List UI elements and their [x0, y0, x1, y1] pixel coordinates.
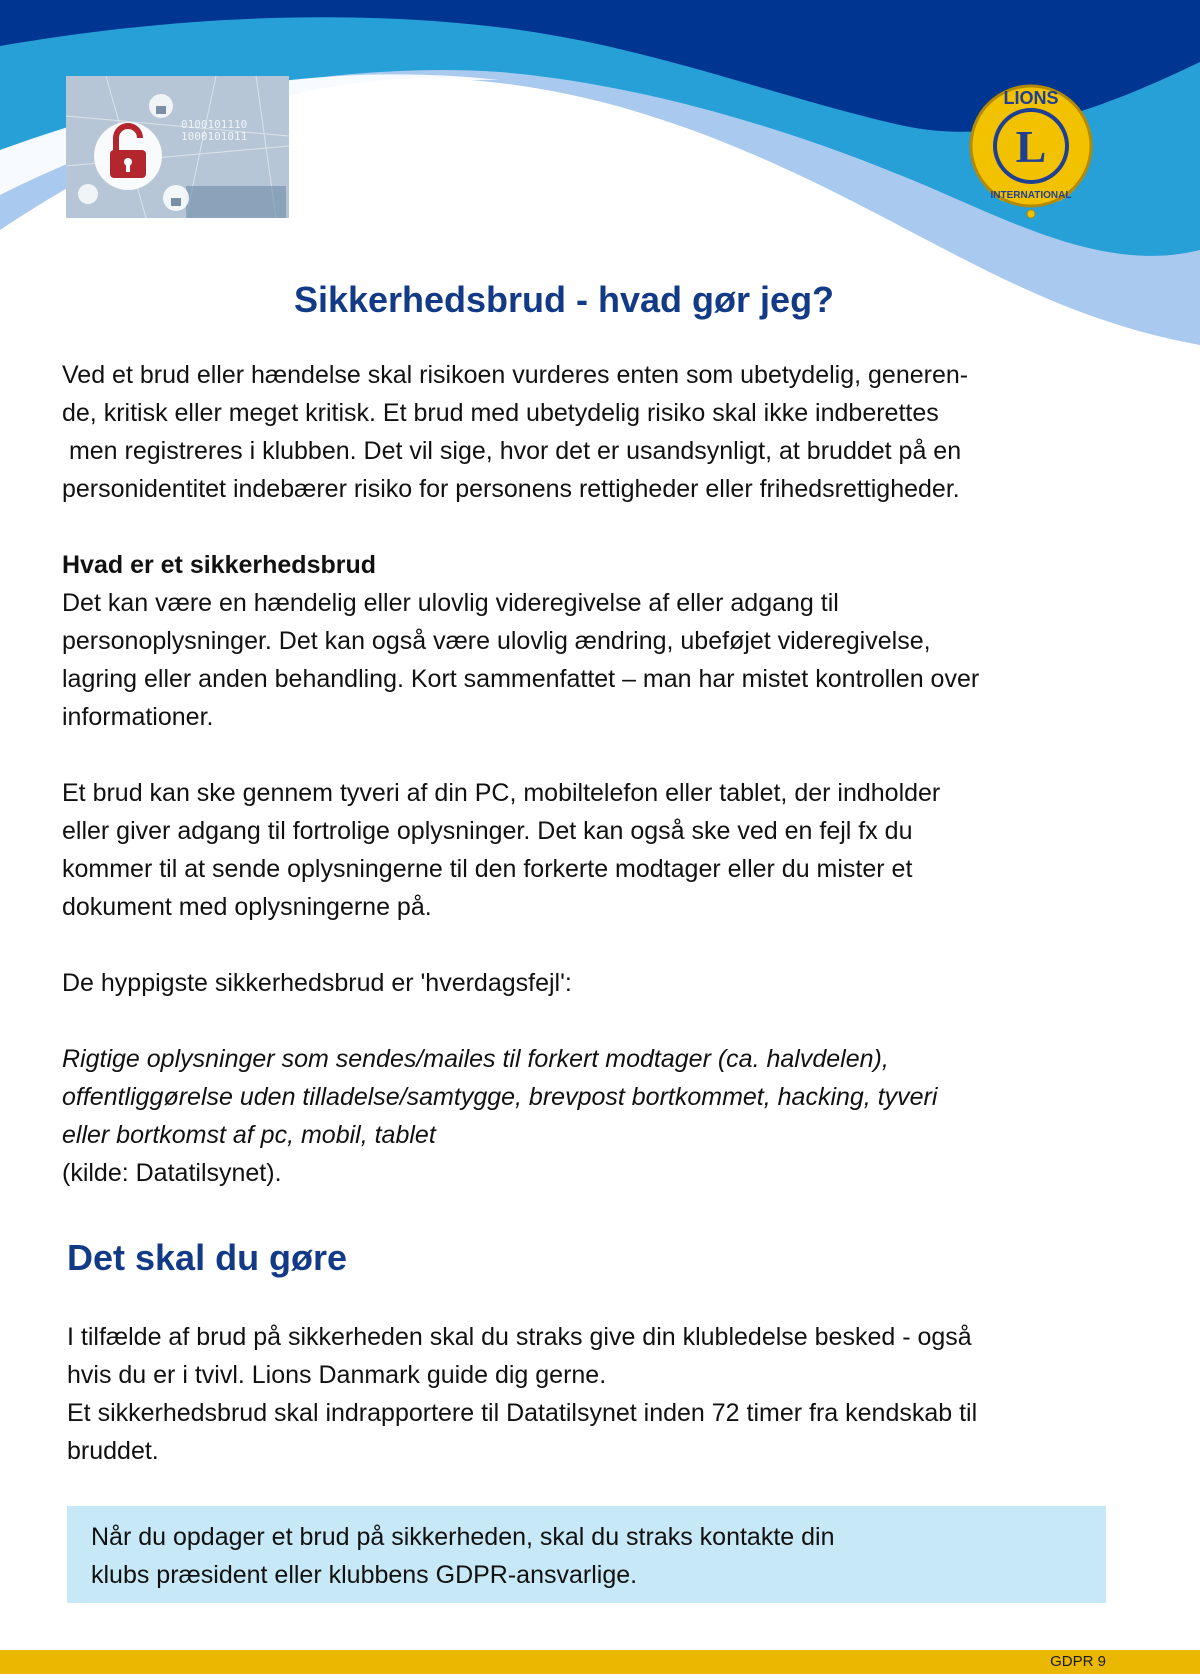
theft-line: eller giver adgang til fortrolige oplysninger. Det kan også ske ved en fejl fx du: [62, 817, 913, 845]
padlock-data-icon: [66, 76, 289, 218]
intro-line: de, kritisk eller meget kritisk. Et brud med ubetydelig risiko skal ikke indberettes: [62, 399, 939, 427]
quote-line: eller bortkomst af pc, mobil, tablet: [62, 1121, 436, 1149]
svg-text:LIONS: LIONS: [1003, 88, 1059, 108]
intro-paragraph: [62, 356, 1142, 508]
notice-line: klubs præsident eller klubbens GDPR-ansvarlige.: [91, 1561, 638, 1589]
notice-box: [67, 1506, 1106, 1603]
intro-line: men registreres i klubben. Det vil sige, hvor det er usandsynligt, at bruddet på en: [62, 437, 962, 465]
quote-line: offentliggørelse uden tilladelse/samtygge, brevpost bortkommet, hacking, tyveri: [62, 1083, 938, 1111]
source-citation: (kilde: Datatilsynet).: [62, 1159, 282, 1187]
action-line: Et sikkerhedsbrud skal indrapportere til Datatilsynet inden 72 timer fra kendskab til: [67, 1399, 978, 1427]
what-is-line: personoplysninger. Det kan også være ulovlig ændring, ubeføjet videregivelse,: [62, 627, 931, 655]
action-line: hvis du er i tvivl. Lions Danmark guide dig gerne.: [67, 1361, 607, 1389]
svg-text:1000101011: 1000101011: [181, 130, 248, 143]
svg-text:0100101110: 0100101110: [181, 118, 248, 131]
common-lead-text: De hyppigste sikkerhedsbrud er 'hverdagsfejl':: [62, 969, 572, 997]
intro-line: personidentitet indebærer risiko for personens rettigheder eller frihedsrettigheder.: [62, 475, 960, 503]
intro-line: Ved et brud eller hændelse skal risikoen vurderes enten som ubetydelig, generen-: [62, 361, 969, 389]
page-label: GDPR 9: [1050, 1653, 1106, 1670]
body-text: [62, 356, 1142, 1192]
notice-line: Når du opdager et brud på sikkerheden, skal du straks kontakte din: [91, 1523, 835, 1551]
common-quote-paragraph: [62, 1040, 1142, 1192]
action-text: [67, 1318, 1127, 1470]
what-is-line: lagring eller anden behandling. Kort sammenfattet – man har mistet kontrollen over: [62, 665, 980, 693]
action-line: I tilfælde af brud på sikkerheden skal du straks give din klubledelse besked - også: [67, 1323, 972, 1351]
svg-text:L: L: [1015, 121, 1047, 172]
what-is-line: Det kan være en hændelig eller ulovlig videregivelse af eller adgang til: [62, 589, 839, 617]
theft-line: dokument med oplysningerne på.: [62, 893, 432, 921]
quote-line: Rigtige oplysninger som sendes/mailes til forkert modtager (ca. halvdelen),: [62, 1045, 889, 1073]
common-lead: [62, 964, 1142, 1002]
what-is-heading: Hvad er et sikkerhedsbrud: [62, 551, 377, 579]
theft-paragraph: [62, 774, 1142, 926]
action-line: bruddet.: [67, 1437, 159, 1465]
page-title: Sikkerhedsbrud - hvad gør jeg?: [293, 279, 835, 320]
action-heading: Det skal du gøre: [67, 1237, 348, 1278]
what-is-paragraph: [62, 546, 1142, 736]
what-is-line: informationer.: [62, 703, 214, 731]
lions-international-logo: [966, 74, 1096, 222]
theft-line: Et brud kan ske gennem tyveri af din PC, mobiltelefon eller tablet, der indholder: [62, 779, 941, 807]
theft-line: kommer til at sende oplysningerne til den forkerte modtager eller du mister et: [62, 855, 913, 883]
svg-text:INTERNATIONAL: INTERNATIONAL: [990, 190, 1072, 201]
footer-bar: [0, 1650, 1200, 1674]
